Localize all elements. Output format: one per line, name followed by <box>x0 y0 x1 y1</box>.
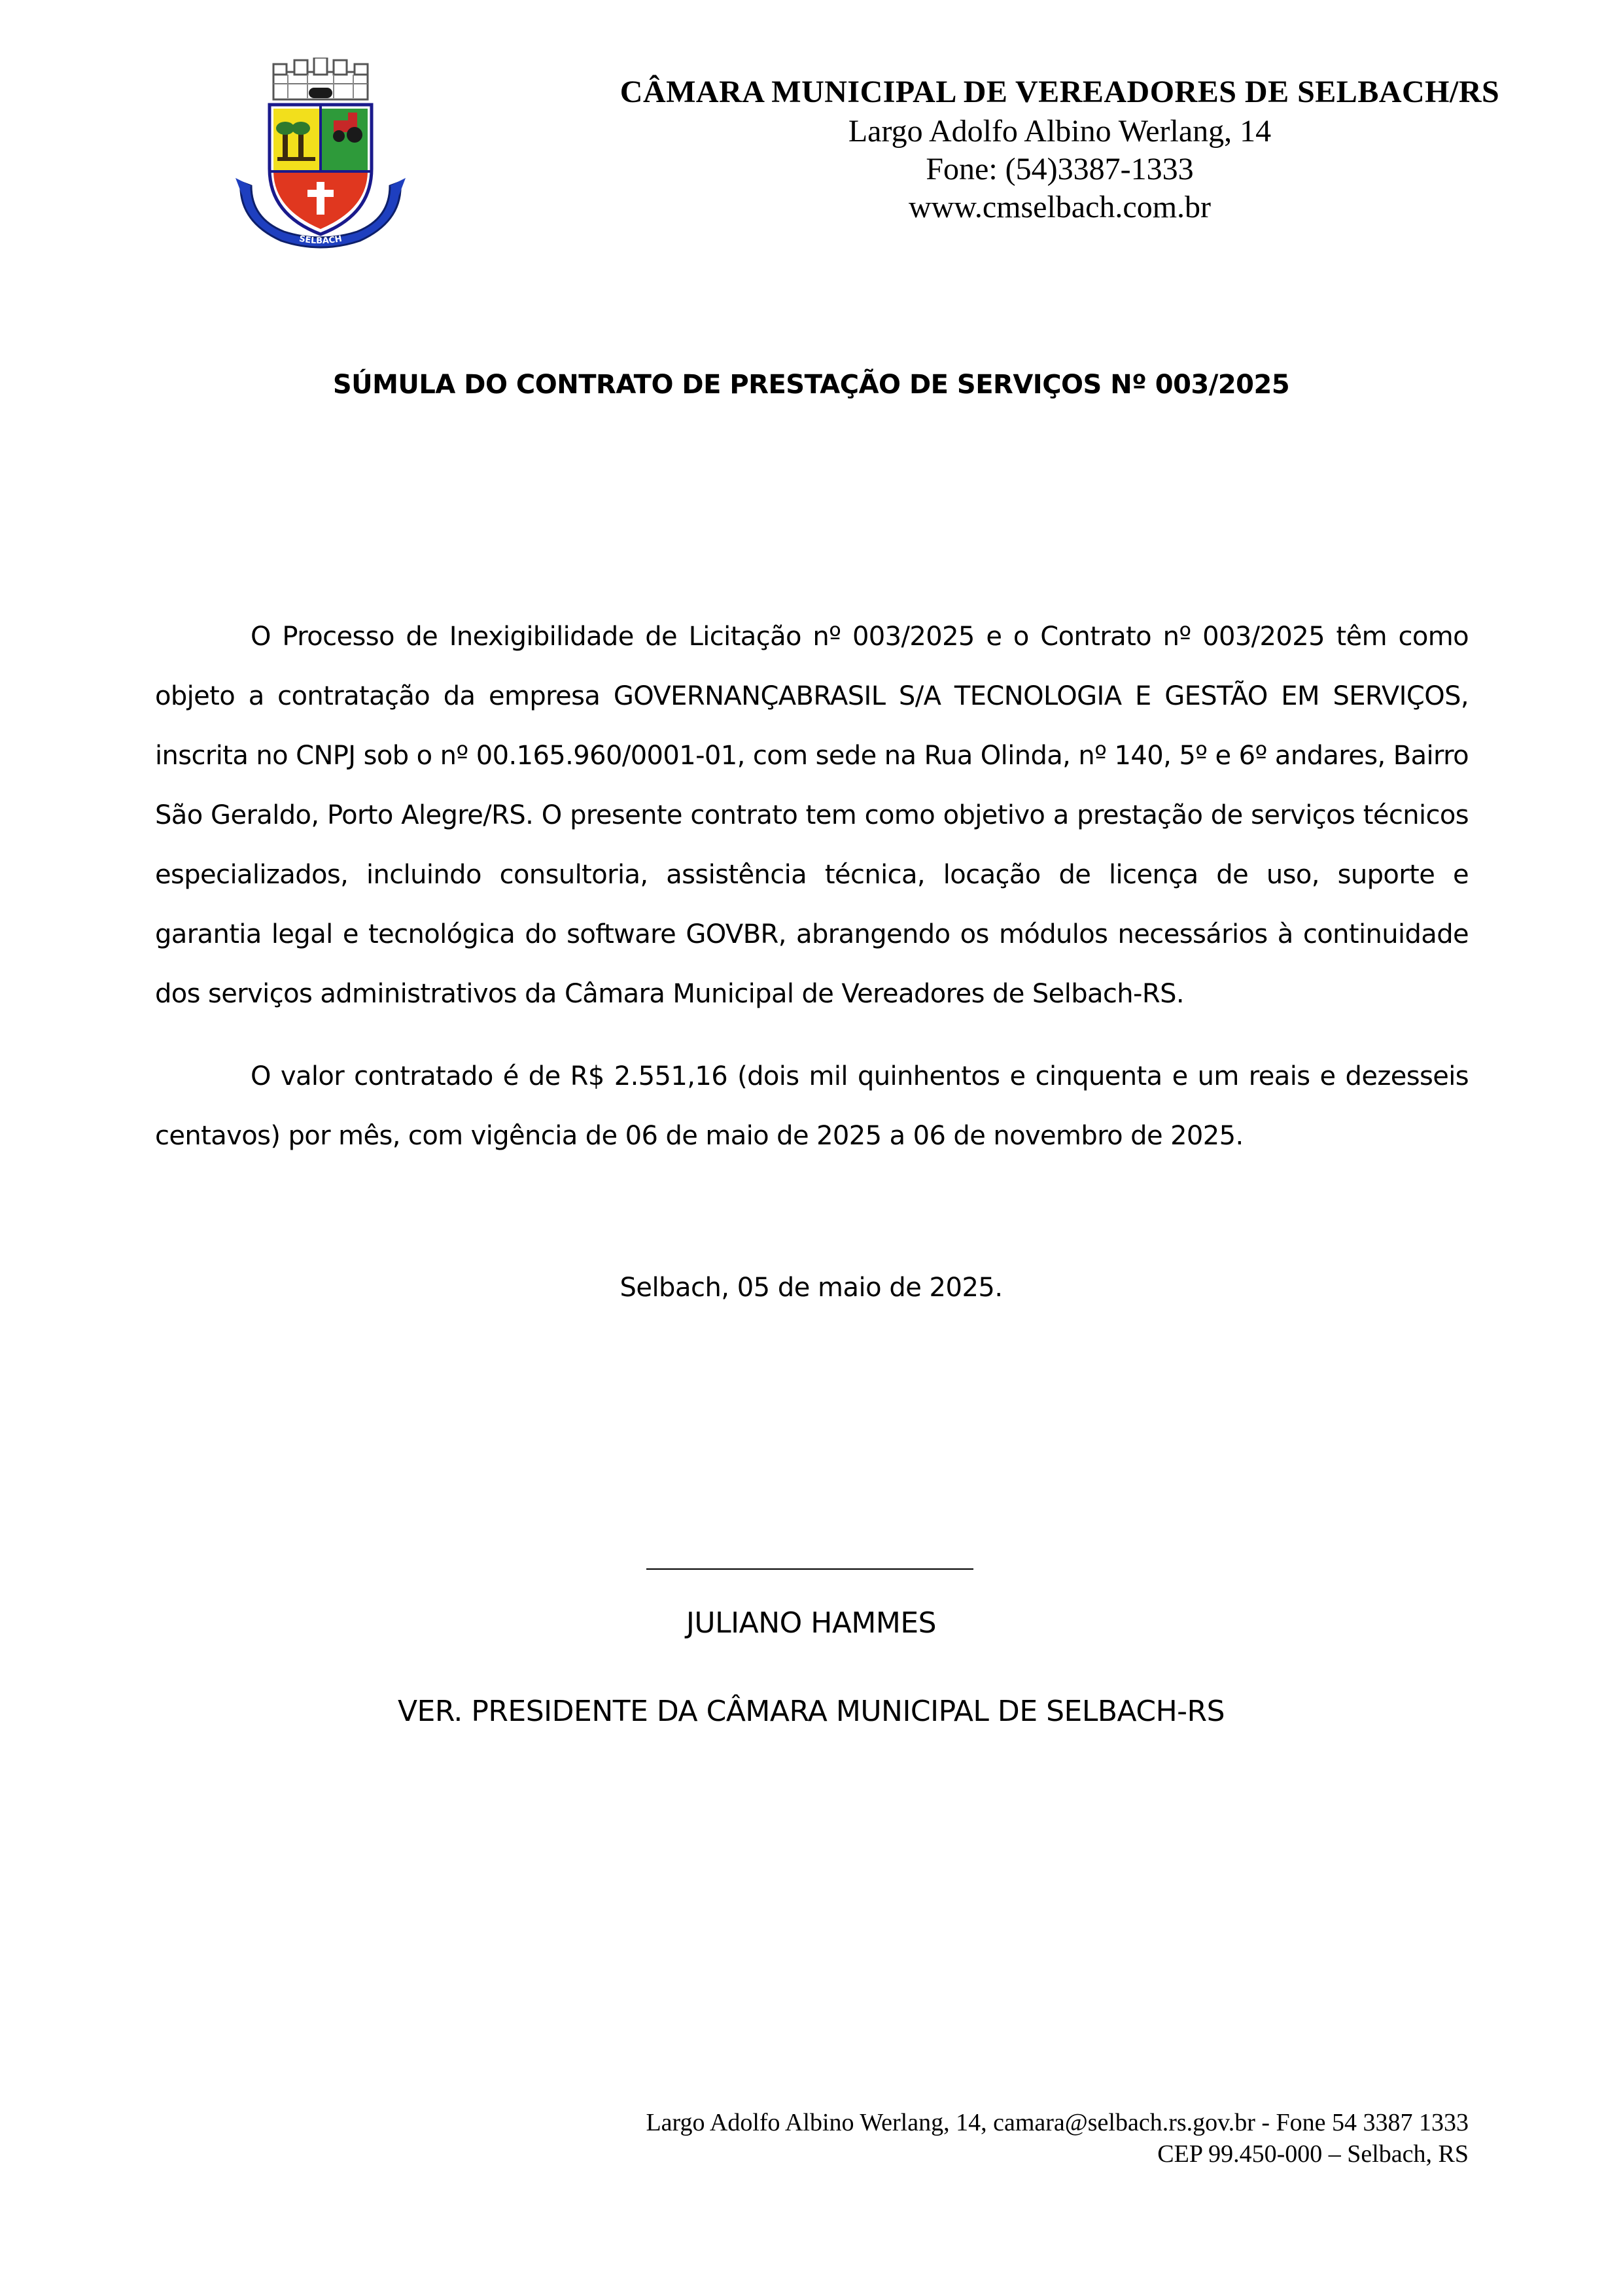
page-footer <box>646 2107 1469 2170</box>
institution-name: CÂMARA MUNICIPAL DE VEREADORES DE SELBACH/RS <box>620 75 1500 109</box>
institution-website: www.cmselbach.com.br <box>908 190 1212 224</box>
ribbon-text: SELBACH <box>298 234 343 247</box>
letterhead <box>563 72 1557 226</box>
place-and-date: Selbach, 05 de maio de 2025. <box>620 1273 1003 1303</box>
shield <box>270 105 372 234</box>
paragraph-contract-value: O valor contratado é de R$ 2.551,16 (dois mil quinhentos e cinquenta e um reais e dezesseis centavos) por mês, com vigência de 06 de maio de 2025 a 06 de novembro de 2025. <box>155 1061 1469 1151</box>
institution-address: Largo Adolfo Albino Werlang, 14 <box>848 114 1272 149</box>
footer-cep-line: CEP 99.450-000 – Selbach, RS <box>1157 2140 1469 2168</box>
paragraph-contract-object: O Processo de Inexigibilidade de Licitação nº 003/2025 e o Contrato nº 003/2025 têm como objeto a contratação da empresa GOVERNANÇABRASIL S/A TECNOLOGIA E GESTÃO EM SERVIÇOS, inscrita no CNPJ sob o nº 00.165.960/0001-01, com sede na Rua Olinda, nº 140, 5º e 6º andares, Bairro São Geraldo, Porto Alegre/RS. O presente contrato tem como objetivo a prestação de serviços técnicos especializados, incluindo consultoria, assistência técnica, locação de licença de uso, suporte e garantia legal e tecnológica do software GOVBR, abrangendo os módulos necessários à continuidade dos serviços administrativos da Câmara Municipal de Vereadores de Selbach-RS. <box>155 622 1469 1009</box>
mural-crown <box>273 58 368 99</box>
coat-of-arms-logo <box>236 58 406 260</box>
signatory-name: JULIANO HAMMES <box>686 1606 937 1640</box>
document-body <box>155 607 1469 1189</box>
signatory-role: VER. PRESIDENTE DA CÂMARA MUNICIPAL DE SELBACH-RS <box>397 1695 1225 1728</box>
institution-phone: Fone: (54)3387-1333 <box>926 152 1194 186</box>
document-title: SÚMULA DO CONTRATO DE PRESTAÇÃO DE SERVIÇOS Nº 003/2025 <box>332 370 1290 400</box>
signature-line <box>646 1568 973 1570</box>
footer-address-line: Largo Adolfo Albino Werlang, 14, camara@selbach.rs.gov.br - Fone 54 3387 1333 <box>646 2109 1469 2136</box>
